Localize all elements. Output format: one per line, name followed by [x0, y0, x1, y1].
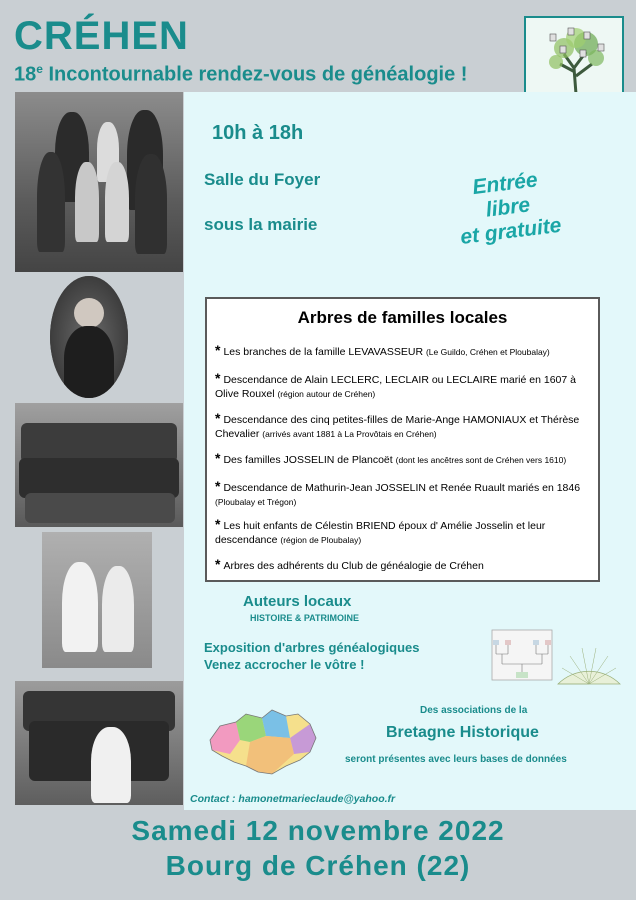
brittany-map-icon: [206, 700, 322, 780]
list-item: [215, 411, 595, 441]
list-item: [215, 371, 595, 401]
exhibition-line2: Venez accrocher le vôtre !: [204, 657, 365, 672]
bullet-star-icon: *: [215, 556, 221, 572]
item-note: (région de Ploubalay): [280, 535, 362, 545]
fan-chart-icon: [488, 626, 624, 690]
item-main: Descendance de Alain LECLERC, LECLAIR ou LECLAIRE marié en 1607 à Olive Rouxel: [215, 374, 576, 400]
subtitle-sup: e: [36, 62, 43, 76]
item-note: (Le Guildo, Créhen et Ploubalay): [425, 347, 550, 357]
bullet-star-icon: *: [215, 478, 221, 494]
family-tree-icon: [540, 24, 612, 96]
associations-line3: seront présentes avec leurs bases de données: [345, 754, 567, 765]
soldier-portrait: [50, 276, 128, 398]
list-item: [215, 517, 595, 547]
authors-subtitle: HISTOIRE & PATRIMOINE: [250, 613, 360, 623]
venue-line2: sous la mairie: [204, 215, 318, 234]
group-photo: [15, 403, 183, 527]
item-main: Les huit enfants de Célestin BRIEND époux d' Amélie Josselin et leur descendance: [215, 520, 546, 546]
subtitle: [14, 62, 467, 87]
wedding-photo: [15, 681, 183, 805]
entry-line1: Entrée: [471, 168, 539, 200]
associations-line2: Bretagne Historique: [386, 724, 539, 741]
subtitle-number: 18: [14, 63, 37, 86]
subtitle-text: Incontournable rendez-vous de généalogie !: [42, 63, 468, 86]
list-item: [215, 451, 595, 467]
venue-line1: Salle du Foyer: [204, 170, 321, 189]
associations-line1: Des associations de la: [420, 705, 528, 716]
item-note: (région autour de Créhen): [277, 389, 376, 399]
authors-title: Auteurs locaux: [243, 593, 352, 610]
bullet-star-icon: *: [215, 342, 221, 358]
item-main: Descendance de Mathurin-Jean JOSSELIN et Renée Ruault mariés en 1846: [223, 482, 581, 494]
event-date: Samedi 12 novembre 2022: [131, 815, 505, 846]
entry-line3: et gratuite: [459, 213, 563, 249]
item-note: (Ploubalay et Trégon): [215, 497, 297, 507]
family-photo-1: [15, 92, 183, 272]
list-item: [215, 479, 595, 509]
children-photo: [42, 532, 152, 668]
page-title: CRÉHEN: [14, 14, 189, 58]
exhibition-line1: Exposition d'arbres généalogiques: [204, 640, 420, 655]
families-title: Arbres de familles locales: [297, 308, 508, 327]
bullet-star-icon: *: [215, 450, 221, 466]
contact-email: Contact : hamonetmarieclaude@yahoo.fr: [190, 793, 396, 805]
bullet-star-icon: *: [215, 516, 221, 532]
families-box: [205, 297, 600, 582]
bullet-star-icon: *: [215, 370, 221, 386]
event-place: Bourg de Créhen (22): [165, 850, 471, 881]
item-main: Descendance des cinq petites-filles de Marie-Ange HAMONIAUX et Thérèse Chevalier: [215, 414, 580, 440]
list-item: [215, 557, 595, 573]
item-note: (dont les ancêtres sont de Créhen vers 1610): [395, 455, 567, 465]
item-note: (arrivés avant 1881 à La Provôtais en Créhen): [262, 429, 437, 439]
entry-line2: libre: [484, 193, 532, 222]
list-item: [215, 343, 595, 359]
bullet-star-icon: *: [215, 410, 221, 426]
item-main: Des familles JOSSELIN de Plancoët: [223, 454, 396, 466]
event-time: 10h à 18h: [212, 122, 304, 144]
item-main: Les branches de la famille LEVAVASSEUR: [223, 346, 426, 358]
item-main: Arbres des adhérents du Club de généalogie de Créhen: [223, 560, 484, 572]
